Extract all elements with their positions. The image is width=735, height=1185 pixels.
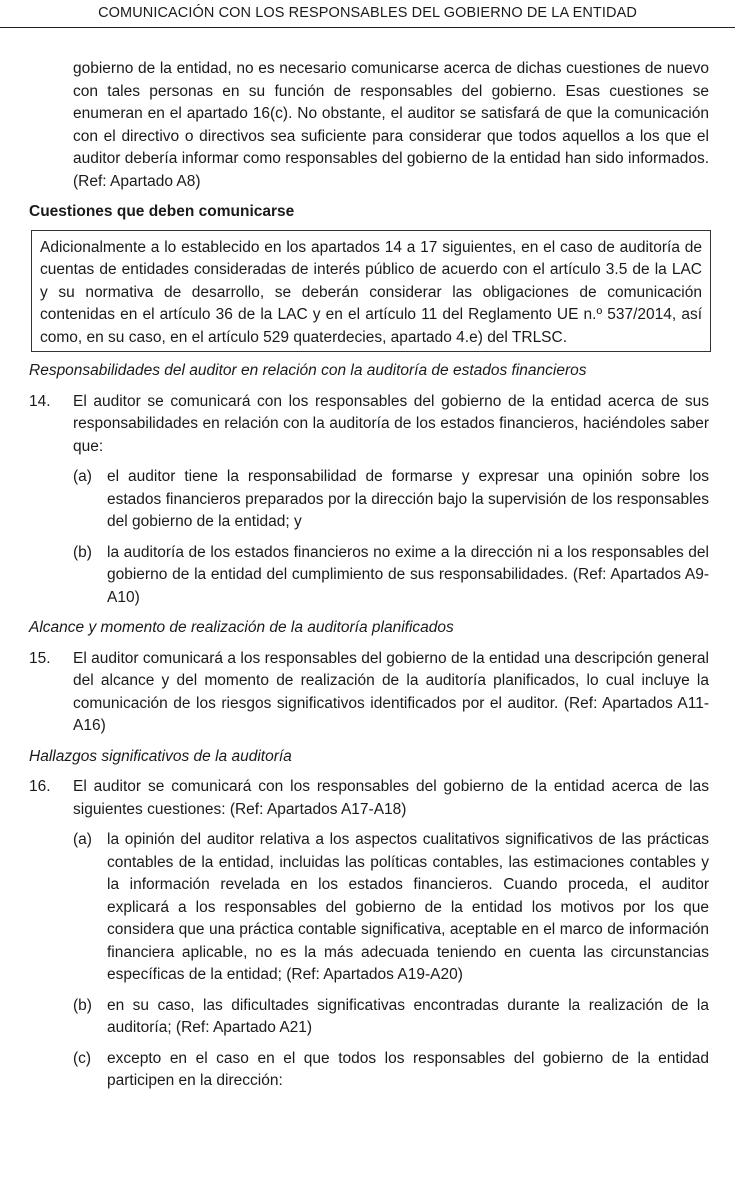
list-item-label: (a) [73, 831, 92, 848]
list-item-label: (a) [73, 468, 92, 485]
subsection-heading: Hallazgos significativos de la auditoría [29, 747, 292, 765]
list-item [73, 466, 709, 534]
paragraph-text: El auditor se comunicará con los responsables del gobierno de la entidad acerca de las siguientes cuestiones: (Ref: Apartados A17-A18) [73, 778, 709, 818]
section-heading: Cuestiones que deben comunicarse [29, 203, 295, 220]
boxed-note-text: Adicionalmente a lo establecido en los apartados 14 a 17 siguientes, en el caso de auditoría de cuentas de entidades consideradas de interés público de acuerdo con el artículo 3.5 de la LAC y su normativa de desarrollo, se deberán considerar las obligaciones de comunicación contenidas en el artículo 36 de la LAC y en el artículo 11 del Reglamento UE n.º 537/2014, así como, en su caso, en el artículo 529 quaterdecies, apartado 4.e) del TRLSC. [40, 238, 702, 346]
document-page [29, 58, 709, 1093]
paragraph-text: El auditor comunicará a los responsables del gobierno de la entidad una descripción general del alcance y del momento de realización de la auditoría planificados, lo cual incluye la comunicación de los riesgos significativos identificados por el auditor. (Ref: Apartados A11-A16) [73, 649, 709, 734]
paragraph-number: 15. [29, 649, 51, 667]
list-item-text: la auditoría de los estados financieros no exime a la dirección ni a los responsables del gobierno de la entidad del cumplimiento de sus responsabilidades. (Ref: Apartados A9-A10) [107, 543, 709, 606]
paragraph-text: El auditor se comunicará con los responsables del gobierno de la entidad acerca de sus responsabilidades en relación con la auditoría de los estados financieros, haciéndoles saber que: [73, 392, 709, 455]
list-item [73, 829, 709, 987]
list-item-text: el auditor tiene la responsabilidad de formarse y expresar una opinión sobre los estados financieros preparados por la dirección bajo la supervisión de los responsables del gobierno de la entidad; y [107, 468, 709, 530]
list-item [73, 995, 709, 1040]
list-item [73, 1048, 709, 1093]
numbered-paragraph [29, 648, 709, 738]
list-item-text: la opinión del auditor relativa a los aspectos cualitativos significativos de las prácticas contables de la entidad, incluidas las políticas contables, las estimaciones contables y la información revelada en los estados financieros. Cuando proceda, el auditor explicará a los responsables del gobierno de la entidad los motivos por los que considera que una práctica contable significativa, aceptable en el marco de información financiera aplicable, no es la más adecuada teniendo en cuenta las circunstancias específicas de la entidad; (Ref: Apartados A19-A20) [107, 831, 709, 983]
numbered-paragraph [29, 391, 709, 459]
running-header: COMUNICACIÓN CON LOS RESPONSABLES DEL GOBIERNO DE LA ENTIDAD [98, 5, 637, 21]
boxed-note [31, 230, 711, 353]
list-item-text: en su caso, las dificultades significativas encontradas durante la realización de la auditoría; (Ref: Apartado A21) [107, 996, 709, 1036]
list-item-label: (b) [73, 996, 92, 1014]
intro-paragraph: gobierno de la entidad, no es necesario comunicarse acerca de dichas cuestiones de nuevo con tales personas en su función de responsables del gobierno. Esas cuestiones se enumeran en el apartado 16(c). No obstante, el auditor se satisfará de que la comunicación con el directivo o directivos sea suficiente para considerar que todos aquellos a los que el auditor debería informar como responsables del gobierno de la entidad han sido informados. (Ref: Apartado A8) [73, 60, 709, 190]
paragraph-number: 16. [29, 778, 51, 795]
header-rule [0, 27, 735, 28]
paragraph-number: 14. [29, 392, 51, 410]
list-item-label: (b) [73, 543, 92, 561]
list-item-label: (c) [73, 1049, 92, 1067]
subsection-heading: Alcance y momento de realización de la auditoría planificados [29, 619, 454, 636]
list-item [73, 542, 709, 610]
list-item-text: excepto en el caso en el que todos los responsables del gobierno de la entidad participen en la dirección: [107, 1049, 709, 1089]
subsection-heading: Responsabilidades del auditor en relación con la auditoría de estados financieros [29, 362, 587, 379]
numbered-paragraph [29, 776, 709, 821]
